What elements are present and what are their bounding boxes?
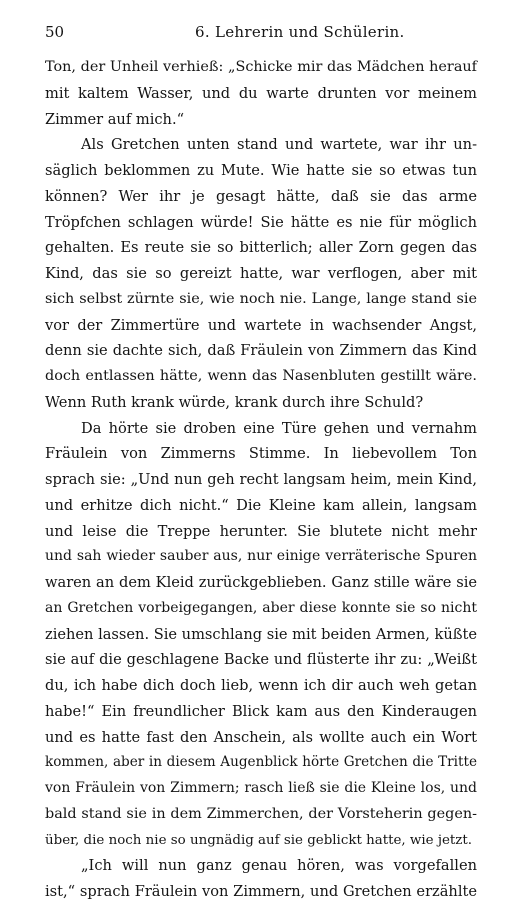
text-line: doch entlassen hätte, wenn das Nasenbluten gestillt wäre. (45, 368, 477, 384)
text-line: mit kaltem Wasser, und du warte drunten vor meinem (45, 84, 477, 102)
text-line: vor der Zimmertüre und wartete in wachsender Angst, (45, 316, 477, 334)
text-line: kommen, aber in diesem Augenblick hörte Gretchen die Tritte (45, 754, 477, 771)
text-line: sprach sie: „Und nun geh recht langsam heim, mein Kind, (45, 471, 477, 488)
text-line: Fräulein von Zimmerns Stimme. In liebevollem Ton (45, 445, 477, 463)
text-line: du, ich habe dich doch lieb, wenn ich dir auch weh getan (45, 677, 477, 694)
text-line: Zimmer auf mich.“ (45, 110, 185, 128)
text-line: gehalten. Es reute sie so bitterlich; aller Zorn gegen das (45, 239, 477, 257)
text-line: denn sie dachte sich, daß Fräulein von Zimmern das Kind (45, 342, 477, 360)
paragraph-start-line: Da hörte sie droben eine Türe gehen und vernahm (81, 419, 477, 437)
running-title: 6. Lehrerin und Schülerin. (195, 23, 405, 41)
page-number: 50 (45, 23, 65, 41)
text-line: und sah wieder sauber aus, nur einige verräterische Spuren (45, 548, 477, 565)
text-line: ziehen lassen. Sie umschlang sie mit beiden Armen, küßte (45, 625, 477, 643)
text-line: sie auf die geschlagene Backe und flüsterte ihr zu: „Weißt (45, 651, 477, 669)
text-line: Wenn Ruth krank würde, krank durch ihre Schuld? (45, 393, 424, 411)
book-page (45, 21, 477, 900)
text-line: und erhitze dich nicht.“ Die Kleine kam allein, langsam (45, 496, 477, 514)
text-line: können? Wer ihr je gesagt hätte, daß sie das arme (45, 187, 477, 205)
text-line: ist,“ sprach Fräulein von Zimmern, und Gretchen erzählte (45, 883, 477, 900)
paragraph-start-line: „Ich will nun ganz genau hören, was vorgefallen (81, 857, 477, 875)
text-line: und leise die Treppe herunter. Sie blutete nicht mehr (45, 522, 477, 540)
text-line: an Gretchen vorbeigegangen, aber diese konnte sie so nicht (45, 599, 477, 616)
paragraph-start-line: Als Gretchen unten stand und wartete, war ihr un- (81, 136, 477, 154)
text-line: und es hatte fast den Anschein, als wollte auch ein Wort (45, 728, 477, 746)
text-line: Ton, der Unheil verhieß: „Schicke mir das Mädchen herauf (45, 59, 477, 75)
text-line: waren an dem Kleid zurückgeblieben. Ganz stille wäre sie (45, 574, 477, 591)
page-header (45, 21, 477, 43)
text-line: sich selbst zürnte sie, wie noch nie. Lange, lange stand sie (45, 290, 477, 307)
text-line: Kind, das sie so gereizt hatte, war verflogen, aber mit (45, 265, 477, 282)
text-line: über, die noch nie so ungnädig auf sie geblickt hatte, wie jetzt. (45, 832, 472, 848)
text-line: bald stand sie in dem Zimmerchen, der Vorsteherin gegen- (45, 805, 477, 822)
text-line: Tröpfchen schlagen würde! Sie hätte es nie für möglich (45, 213, 477, 231)
text-line: habe!“ Ein freundlicher Blick kam aus den Kinderaugen (45, 702, 477, 720)
text-line: von Fräulein von Zimmern; rasch ließ sie die Kleine los, und (45, 780, 477, 796)
text-line: säglich beklommen zu Mute. Wie hatte sie so etwas tun (45, 162, 477, 179)
body-text (45, 55, 477, 905)
